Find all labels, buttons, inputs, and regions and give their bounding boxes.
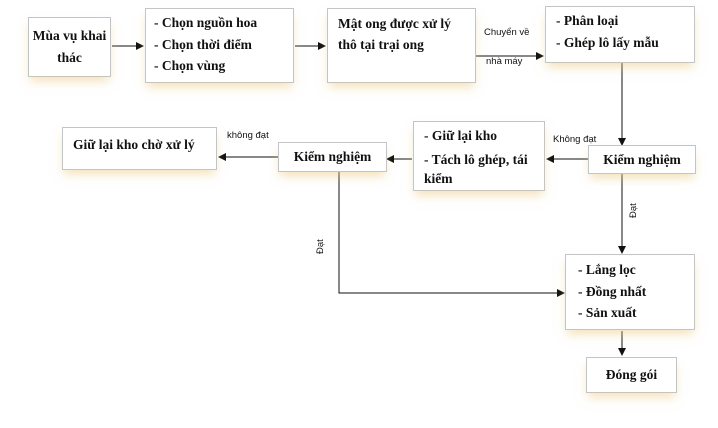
process-item: - Sản xuất: [578, 305, 637, 321]
box-raw-honey: [327, 8, 476, 83]
box-package-text: Đóng gói: [605, 367, 658, 383]
select-item: - Chọn vùng: [154, 58, 226, 74]
box-test-right: [588, 145, 696, 174]
label-pass-mid: Đạt: [315, 239, 326, 254]
label-fail-right: Không đạt: [553, 134, 597, 145]
box-harvest: [28, 17, 111, 77]
box-raw-honey-text: Mật ong được xử lý thô tại trại ong: [338, 16, 451, 52]
box-test-right-text: Kiểm nghiệm: [603, 151, 681, 167]
classify-item: - Ghép lô lấy mẫu: [556, 34, 659, 50]
hold-item: - Giữ lại kho: [424, 128, 497, 143]
select-item: - Chọn thời điểm: [154, 36, 252, 52]
box-hold: [413, 121, 545, 191]
box-select: [145, 8, 294, 83]
classify-item: - Phân loại: [556, 13, 619, 28]
box-hold-warehouse: [62, 127, 217, 170]
process-item: - Lắng lọc: [578, 262, 636, 277]
box-hold-warehouse-text: Giữ lại kho chờ xử lý: [73, 137, 195, 152]
box-test-mid-text: Kiểm nghiệm: [293, 149, 372, 165]
box-package: [586, 357, 677, 393]
box-harvest-text: Mùa vụ khai thác: [32, 28, 107, 65]
box-classify: [545, 6, 695, 63]
label-transfer-line2: nhà máy: [486, 56, 523, 67]
label-pass-right: Đạt: [628, 203, 639, 218]
box-test-mid: [278, 142, 387, 172]
box-process: [565, 254, 695, 330]
label-fail-mid: không đạt: [227, 130, 269, 141]
process-item: - Đồng nhất: [578, 283, 647, 299]
hold-item: - Tách lô ghép, tái kiểm: [424, 151, 528, 187]
select-item: - Chọn nguồn hoa: [154, 15, 258, 30]
label-transfer-line1: Chuyển về: [484, 27, 530, 38]
